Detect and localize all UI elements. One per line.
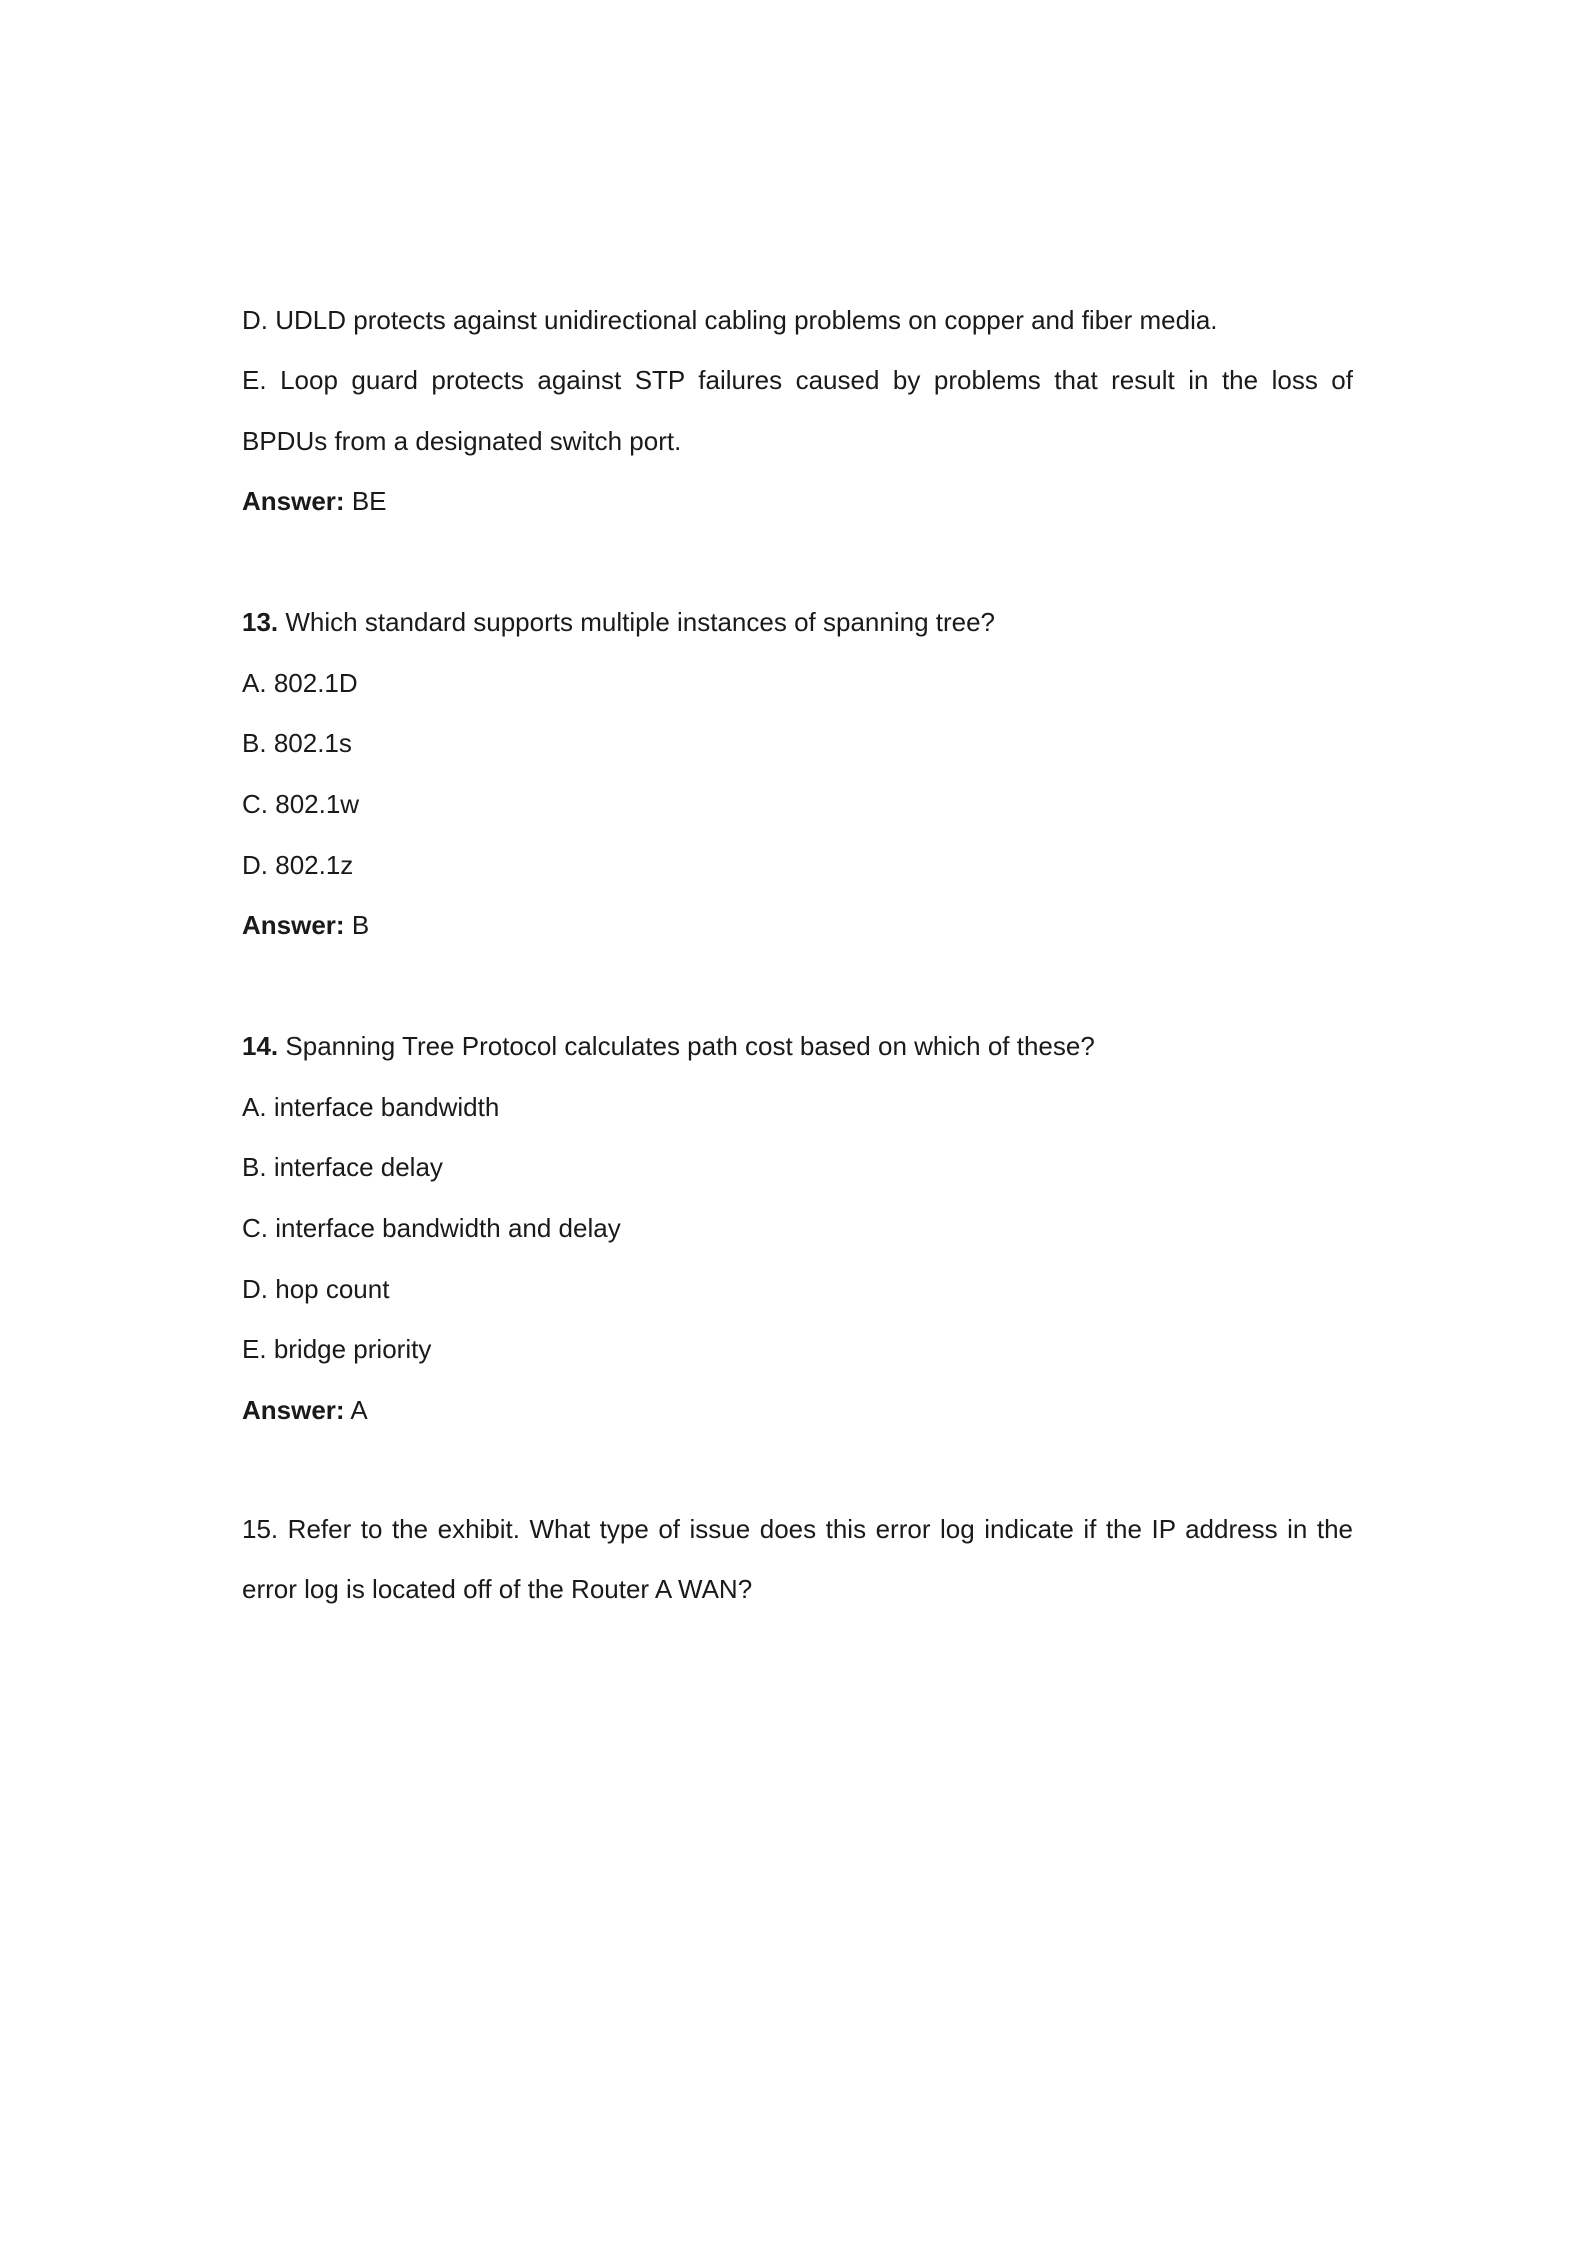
question-number: 14. (242, 1031, 279, 1061)
question-text: Which standard supports multiple instances of spanning tree? (285, 607, 996, 637)
option-e-loop-guard-line2 (242, 426, 1353, 456)
q13-option-a (242, 668, 1353, 698)
question-text-continued: error log is located off of the Router A WAN? (242, 1574, 753, 1604)
answer-label: Answer: (242, 910, 345, 940)
q13-option-b (242, 728, 1353, 758)
option-text: bridge priority (273, 1334, 432, 1364)
question-14 (242, 1031, 1353, 1061)
q14-option-e (242, 1334, 1353, 1364)
answer-value: B (351, 910, 370, 940)
question-text: Spanning Tree Protocol calculates path cost based on which of these? (285, 1031, 1095, 1061)
option-e-loop-guard-line1 (242, 365, 1353, 395)
answer-line-q13 (242, 910, 1353, 940)
option-text-continued: BPDUs from a designated switch port. (242, 426, 682, 456)
question-13 (242, 607, 1353, 637)
option-text: 802.1z (275, 850, 354, 880)
option-letter: E. (242, 1334, 267, 1364)
answer-value: BE (351, 486, 387, 516)
option-text: 802.1D (273, 668, 358, 698)
q14-option-c (242, 1213, 1353, 1243)
option-letter: A. (242, 668, 267, 698)
option-text: 802.1w (275, 789, 360, 819)
q13-option-d (242, 850, 1353, 880)
question-15-line2 (242, 1574, 1353, 1604)
option-text: interface bandwidth (273, 1092, 500, 1122)
option-text: UDLD protects against unidirectional cabling problems on copper and fiber media. (275, 305, 1218, 335)
option-letter: B. (242, 728, 267, 758)
option-text: Loop guard protects against STP failures caused by problems that result in the loss of (280, 365, 1353, 395)
q14-option-a (242, 1092, 1353, 1122)
question-number: 15. (242, 1514, 279, 1544)
question-15-line1 (242, 1514, 1353, 1544)
option-d-udld (242, 305, 1353, 335)
q14-option-d (242, 1274, 1353, 1304)
question-number: 13. (242, 607, 279, 637)
q14-option-b (242, 1152, 1353, 1182)
option-letter: B. (242, 1152, 267, 1182)
option-text: 802.1s (273, 728, 352, 758)
option-letter: C. (242, 1213, 268, 1243)
answer-line-q12 (242, 486, 1353, 516)
q13-option-c (242, 789, 1353, 819)
option-letter: C. (242, 789, 268, 819)
option-letter: E. (242, 365, 267, 395)
option-letter: D. (242, 850, 268, 880)
option-letter: D. (242, 305, 268, 335)
answer-label: Answer: (242, 486, 345, 516)
answer-value: A (350, 1395, 368, 1425)
answer-label: Answer: (242, 1395, 345, 1425)
answer-line-q14 (242, 1395, 1353, 1425)
option-letter: D. (242, 1274, 268, 1304)
option-text: interface delay (273, 1152, 443, 1182)
option-letter: A. (242, 1092, 267, 1122)
option-text: interface bandwidth and delay (275, 1213, 621, 1243)
option-text: hop count (275, 1274, 390, 1304)
question-text: Refer to the exhibit. What type of issue does this error log indicate if the IP address in the (287, 1514, 1353, 1544)
